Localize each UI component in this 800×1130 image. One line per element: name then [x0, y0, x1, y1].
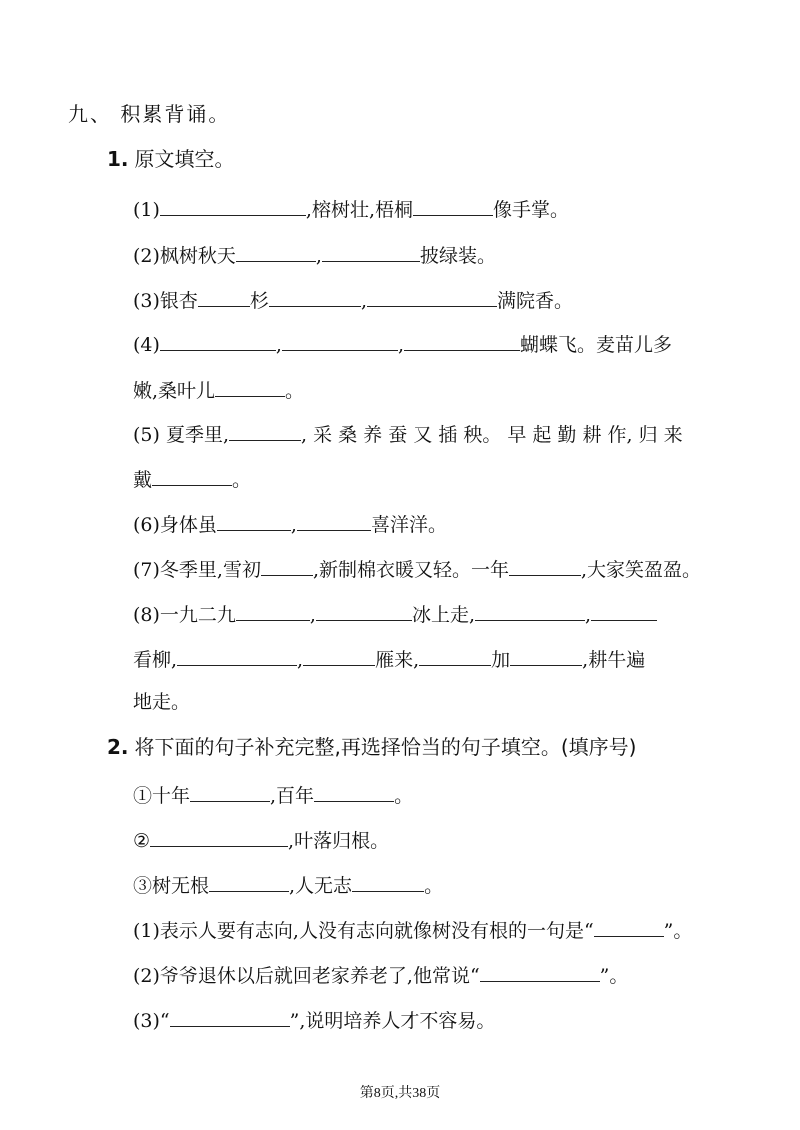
answer-blank[interactable]: [303, 643, 375, 666]
answer-blank[interactable]: [594, 914, 664, 937]
fill-line-4: [133, 328, 672, 359]
line-text: ,: [360, 290, 367, 312]
line-text: 。: [285, 380, 305, 402]
answer-blank[interactable]: [170, 1004, 290, 1027]
fill-line-8: [133, 598, 657, 629]
line-text: 蝴蝶飞。麦苗儿多: [520, 334, 673, 356]
fill-line-8-end: [133, 688, 190, 716]
line-text: ,耕牛遍: [582, 649, 646, 671]
answer-blank[interactable]: [269, 284, 361, 307]
answer-blank[interactable]: [217, 508, 291, 531]
line-text: ,: [275, 334, 282, 356]
line-text: (1)表示人要有志向,人没有志向就像树没有根的一句是“: [133, 920, 594, 942]
line-text: ,叶落归根。: [288, 830, 390, 852]
line-text: 雁来,: [375, 649, 420, 671]
line-text: ,大家笑盈盈。: [581, 559, 702, 581]
proverb-1: [133, 779, 413, 810]
line-text: ,人无志: [289, 875, 353, 897]
question-number: 1.: [107, 147, 129, 171]
line-text: , 采 桑 养 蚕 又 插 秧。 早 起 勤 耕 作, 归 来: [301, 424, 683, 446]
line-text: ③树无根: [133, 875, 210, 897]
answer-blank[interactable]: [236, 239, 316, 262]
line-text: ,: [315, 245, 322, 267]
line-text: ”。: [663, 920, 693, 942]
line-text: (5) 夏季里,: [133, 424, 229, 446]
line-text: (2)枫树秋天: [133, 245, 236, 267]
line-text: (2)爷爷退休以后就回老家养老了,他常说“: [133, 965, 480, 987]
answer-blank[interactable]: [282, 328, 398, 351]
fill-line-5-cont: [133, 463, 251, 494]
proverb-2: [133, 824, 389, 855]
answer-blank[interactable]: [209, 869, 289, 892]
line-text: ,新制棉衣暖又轻。一年: [312, 559, 510, 581]
line-text: ”,说明培养人才不容易。: [289, 1010, 496, 1032]
question-1-heading: [107, 145, 235, 173]
line-text: 看柳,: [133, 649, 178, 671]
line-text: 喜洋洋。: [370, 514, 447, 536]
answer-blank[interactable]: [509, 553, 581, 576]
line-text: ,: [585, 604, 592, 626]
question-title: 将下面的句子补充完整,再选择恰当的句子填空。(填序号): [134, 735, 637, 759]
fill-line-6: [133, 508, 447, 539]
question-number: 2.: [107, 735, 129, 759]
line-text: (7)冬季里,雪初: [133, 559, 261, 581]
answer-blank[interactable]: [215, 374, 285, 397]
answer-blank[interactable]: [419, 643, 491, 666]
line-text: (3)银杏: [133, 290, 198, 312]
line-text: 杉: [249, 290, 269, 312]
line-text: ,: [397, 334, 405, 356]
answer-blank[interactable]: [367, 284, 497, 307]
section-title: 九、 积累背诵。: [68, 102, 231, 126]
line-text: (6)身体虽: [133, 514, 217, 536]
line-text: 嫩,桑叶儿: [133, 380, 216, 402]
line-text: ,: [309, 604, 316, 626]
sub-question-2: [133, 959, 628, 990]
answer-blank[interactable]: [261, 553, 313, 576]
answer-blank[interactable]: [150, 824, 288, 847]
fill-line-5: [133, 418, 683, 449]
answer-blank[interactable]: [160, 328, 276, 351]
answer-blank[interactable]: [177, 643, 297, 666]
line-text: (8)一九二九: [133, 604, 236, 626]
answer-blank[interactable]: [480, 959, 600, 982]
answer-blank[interactable]: [190, 779, 270, 802]
line-text: ,榕树壮,梧桐: [305, 199, 414, 221]
line-text: ,百年: [270, 785, 315, 807]
line-text: 披绿装。: [419, 245, 496, 267]
line-text: ,: [290, 514, 297, 536]
answer-blank[interactable]: [297, 508, 371, 531]
answer-blank[interactable]: [352, 869, 424, 892]
fill-line-2: [133, 239, 496, 270]
fill-line-8-cont: [133, 643, 645, 674]
line-text: (4): [133, 334, 160, 356]
page-number: 第8页,共38页: [359, 1086, 441, 1101]
answer-blank[interactable]: [152, 463, 232, 486]
answer-blank[interactable]: [198, 284, 250, 307]
line-text: 。: [232, 469, 252, 491]
line-text: 加: [491, 649, 511, 671]
answer-blank[interactable]: [322, 239, 420, 262]
line-text: 像手掌。: [493, 199, 570, 221]
answer-blank[interactable]: [160, 193, 306, 216]
line-text: 冰上走,: [411, 604, 476, 626]
answer-blank[interactable]: [413, 193, 493, 216]
line-text: ”。: [599, 965, 629, 987]
line-text: (3)“: [133, 1010, 170, 1032]
line-text: (1): [133, 199, 160, 221]
answer-blank[interactable]: [229, 418, 301, 441]
line-text: 满院香。: [496, 290, 573, 312]
fill-line-1: [133, 193, 569, 224]
answer-blank[interactable]: [314, 779, 394, 802]
answer-blank[interactable]: [591, 598, 657, 621]
line-text: 。: [424, 875, 444, 897]
line-text: ,: [297, 649, 304, 671]
line-text: ②: [133, 830, 151, 852]
fill-line-3: [133, 284, 573, 315]
answer-blank[interactable]: [236, 598, 310, 621]
answer-blank[interactable]: [316, 598, 412, 621]
line-text: 地走。: [133, 691, 191, 713]
answer-blank[interactable]: [510, 643, 582, 666]
sub-question-3: [133, 1004, 495, 1035]
sub-question-1: [133, 914, 692, 945]
answer-blank[interactable]: [475, 598, 585, 621]
proverb-3: [133, 869, 443, 900]
fill-line-7: [133, 553, 701, 584]
answer-blank[interactable]: [404, 328, 520, 351]
question-2-heading: [107, 733, 636, 761]
fill-line-4-cont: [133, 374, 304, 405]
question-title: 原文填空。: [134, 147, 235, 171]
line-text: ①十年: [133, 785, 191, 807]
line-text: 。: [394, 785, 414, 807]
line-text: 戴: [133, 469, 153, 491]
